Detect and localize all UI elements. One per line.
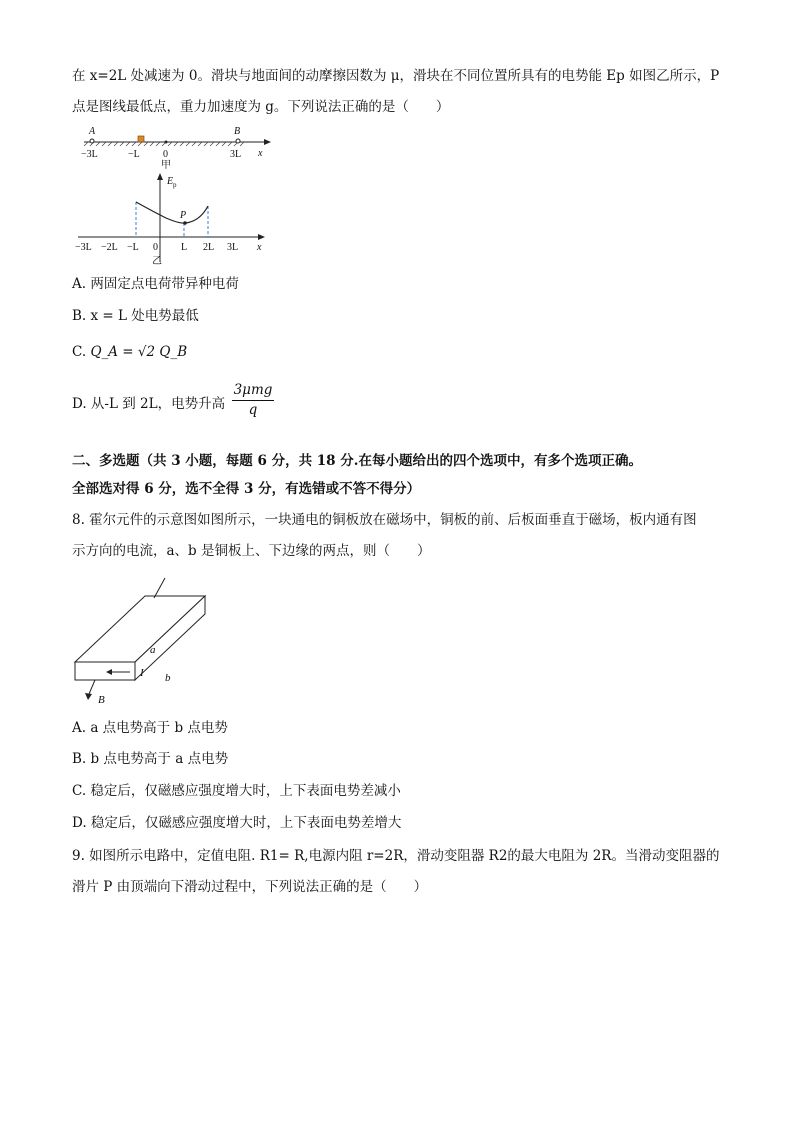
figure-yi	[72, 172, 272, 267]
q9-stem-line-1: 9. 如图所示电路中，定值电阻. R1= R,电源内阻 r=2R，滑动变阻器 R2的最大电阻为 2R。当滑动变阻器的	[72, 848, 720, 864]
plate-front-face	[75, 662, 135, 680]
label-field-b: B	[98, 694, 105, 706]
q8-option-b: B. b 点电势高于 a 点电势	[72, 751, 229, 767]
energy-curve	[136, 202, 208, 223]
tick-label: 2L	[203, 242, 215, 253]
charge-b-dot	[236, 139, 240, 143]
q7-option-a: A. 两固定点电荷带异种电荷	[72, 276, 239, 292]
label-a: a	[150, 644, 156, 656]
label-p: P	[180, 210, 187, 221]
q7-stem-line-2: 点是图线最低点，重力加速度为 g。下列说法正确的是（ ）	[72, 99, 450, 115]
q7-option-d	[72, 394, 225, 414]
axis-label: x	[258, 148, 263, 159]
hall-element-figure	[70, 576, 190, 706]
figure-caption: 乙	[152, 256, 162, 267]
q7-option-c	[72, 342, 187, 362]
tick-label: 0	[163, 149, 168, 160]
charge-a-dot	[90, 139, 94, 143]
tick-label: L	[181, 242, 188, 253]
q7-option-b: B. x = L 处电势最低	[72, 308, 199, 324]
q7-option-d-text: D. 从-L 到 2L，电势升高	[72, 396, 226, 412]
fraction-numerator: 3μmg	[233, 382, 273, 398]
section-heading-line-2: 全部选对得 6 分，选不全得 3 分，有选错或不答不得分）	[72, 481, 421, 497]
label-b: b	[165, 672, 171, 684]
label-charge-b: B	[234, 126, 241, 137]
q8-option-c: C. 稳定后，仅磁感应强度增大时，上下表面电势差减小	[72, 783, 401, 799]
magnetic-field-arrow	[89, 680, 95, 694]
axis-label: x	[257, 242, 262, 253]
tick-label: −L	[127, 242, 139, 253]
tick-label: −2L	[101, 242, 118, 253]
fraction-denominator: q	[248, 402, 258, 418]
slider-block	[138, 136, 144, 142]
q7-option-c-formula: Q_A = √2 Q_B	[90, 344, 188, 360]
q8-stem-line-1: 8. 霍尔元件的示意图如图所示，一块通电的铜板放在磁场中，铜板的前、后板面垂直于磁场，板内通有图	[72, 512, 697, 528]
tick-label: −L	[128, 149, 140, 160]
q7-option-d-fraction	[230, 382, 276, 419]
ylabel-sub: p	[173, 181, 177, 189]
q7-option-c-prefix: C.	[72, 344, 91, 360]
figure-jia	[78, 124, 278, 169]
label-charge-a: A	[89, 126, 96, 137]
figure-caption: 甲	[161, 160, 171, 171]
ylabel-ep: E	[167, 176, 174, 187]
q8-option-d: D. 稳定后，仅磁感应强度增大时，上下表面电势差增大	[72, 815, 402, 831]
point-p	[183, 221, 187, 225]
tick-label: 3L	[227, 242, 239, 253]
tick-label: −3L	[81, 149, 98, 160]
q8-option-a: A. a 点电势高于 b 点电势	[72, 720, 228, 736]
tick-label: 3L	[230, 149, 242, 160]
q9-stem-line-2: 滑片 P 由顶端向下滑动过程中，下列说法正确的是（ ）	[72, 879, 428, 895]
magnetic-field-line	[154, 578, 165, 598]
tick-label: −3L	[75, 242, 92, 253]
fraction-bar	[232, 400, 274, 401]
q7-stem-line-1: 在 x=2L 处减速为 0。滑块与地面间的动摩擦因数为 μ，滑块在不同位置所具有的电势能 Ep 如图乙所示，P	[72, 68, 720, 84]
label-i: I	[140, 667, 144, 679]
q8-stem-line-2: 示方向的电流，a、b 是铜板上、下边缘的两点，则（ ）	[72, 543, 431, 559]
section-heading-line-1: 二、多选题（共 3 小题，每题 6 分，共 18 分.在每小题给出的四个选项中，有多个选项正确。	[72, 453, 642, 469]
tick-label: 0	[153, 242, 158, 253]
